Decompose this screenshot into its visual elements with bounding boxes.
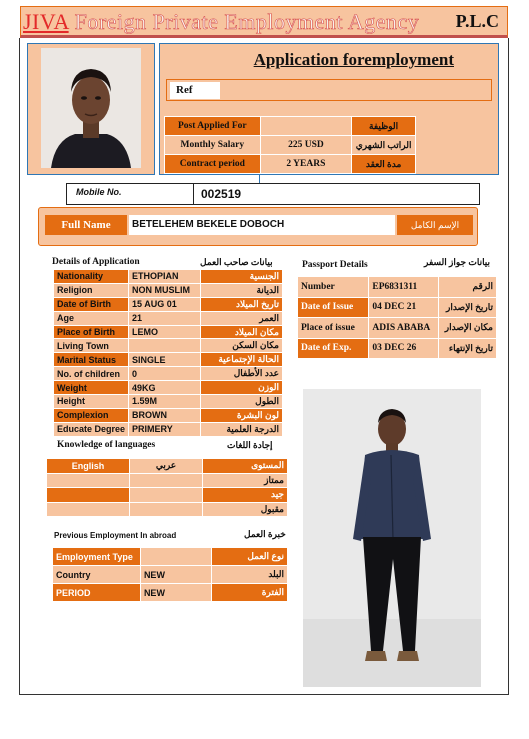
table-row: [53, 548, 288, 566]
detail-value: ETHOPIAN: [129, 270, 201, 284]
languages-table: [46, 458, 288, 517]
passport-arabic: تاريخ الإصدار: [439, 297, 497, 318]
lang-cell: [47, 502, 130, 517]
detail-label: Complexion: [54, 408, 129, 422]
table-row: [54, 367, 283, 381]
monthly-salary-label: Monthly Salary: [165, 136, 261, 155]
table-row: [54, 297, 283, 311]
contract-period-value: 2 YEARS: [260, 155, 352, 174]
contract-period-label: Contract period: [165, 155, 261, 174]
detail-arabic: تاريخ الميلاد: [201, 297, 283, 311]
passport-arabic: الرقم: [439, 277, 497, 298]
table-row: [54, 422, 283, 436]
post-applied-arabic: الوظيفة: [352, 117, 416, 136]
period-value: NEW: [140, 584, 211, 602]
employment-type-label: Employment Type: [53, 548, 141, 566]
detail-value: 21: [129, 311, 201, 325]
face-photo-frame: [27, 43, 155, 175]
table-row: [165, 155, 416, 174]
detail-arabic: لون البشرة: [201, 408, 283, 422]
details-table: [53, 269, 283, 437]
detail-arabic: مكان الميلاد: [201, 325, 283, 339]
mobile-row: [66, 183, 480, 205]
connector-line: [259, 175, 260, 183]
mobile-divider: [193, 184, 194, 204]
passport-heading-arabic: بيانات جواز السفر: [424, 257, 491, 267]
period-label: PERIOD: [53, 584, 141, 602]
passport-label: Number: [298, 277, 369, 298]
table-row: [54, 408, 283, 422]
detail-arabic: مكان السكن: [201, 339, 283, 353]
monthly-salary-value: 225 USD: [260, 136, 352, 155]
frame-bottom: [19, 694, 509, 695]
detail-label: Place of Birth: [54, 325, 129, 339]
detail-label: Religion: [54, 283, 129, 297]
application-title: Application foremployment: [253, 50, 454, 69]
table-row: [54, 270, 283, 284]
passport-value: 03 DEC 26: [369, 338, 439, 359]
detail-label: Educate Degree: [54, 422, 129, 436]
detail-label: Weight: [54, 381, 129, 395]
company-suffix: P.L.C: [455, 11, 499, 31]
detail-value: BROWN: [129, 408, 201, 422]
detail-value: 15 AUG 01: [129, 297, 201, 311]
ref-label: Ref: [170, 82, 220, 99]
full-name-label: Full Name: [45, 215, 127, 235]
detail-label: Height: [54, 395, 129, 409]
table-row: [54, 283, 283, 297]
table-row: [54, 325, 283, 339]
table-row: [298, 338, 497, 359]
frame-left: [19, 38, 20, 695]
table-row: [47, 473, 288, 488]
lang-cell: [130, 502, 203, 517]
lang-level-acceptable: مقبول: [202, 502, 287, 517]
detail-label: Age: [54, 311, 129, 325]
table-row: [298, 318, 497, 339]
post-applied-label: Post Applied For: [165, 117, 261, 136]
detail-value: NON MUSLIM: [129, 283, 201, 297]
employment-type-arabic: نوع العمل: [212, 548, 288, 566]
table-row: [53, 584, 288, 602]
table-row: [298, 297, 497, 318]
detail-label: No. of children: [54, 367, 129, 381]
detail-label: Living Town: [54, 339, 129, 353]
applicant-face-photo: [41, 48, 141, 168]
frame-right: [508, 38, 509, 695]
detail-value: LEMO: [129, 325, 201, 339]
passport-value: 04 DEC 21: [369, 297, 439, 318]
detail-arabic: الطول: [201, 395, 283, 409]
full-name-arabic: الإسم الكامل: [397, 215, 473, 235]
detail-label: Nationality: [54, 270, 129, 284]
detail-arabic: الدرجة العلمية: [201, 422, 283, 436]
passport-label: Date of Exp.: [298, 338, 369, 359]
agency-brand: JIVA: [23, 9, 69, 34]
detail-arabic: الجنسية: [201, 270, 283, 284]
mobile-value: 002519: [201, 187, 242, 201]
lang-level-excellent: ممتاز: [202, 473, 287, 488]
detail-value: SINGLE: [129, 353, 201, 367]
contract-period-arabic: مدة العقد: [352, 155, 416, 174]
detail-arabic: عدد الأطفال: [201, 367, 283, 381]
full-name-value: BETELEHEM BEKELE DOBOCH: [129, 215, 395, 235]
application-panel: [159, 43, 499, 175]
table-row: [298, 277, 497, 298]
table-row: [165, 136, 416, 155]
period-arabic: الفترة: [212, 584, 288, 602]
previous-heading-arabic: خبرة العمل: [244, 529, 286, 539]
detail-value: [129, 339, 201, 353]
table-row: [47, 502, 288, 517]
detail-value: PRIMERY: [129, 422, 201, 436]
lang-level-good: جيد: [202, 488, 287, 503]
application-table: [164, 116, 416, 174]
table-row: [47, 459, 288, 474]
previous-heading: Previous Employment In abroad: [54, 531, 177, 540]
post-applied-value: [260, 117, 352, 136]
passport-heading: Passport Details: [302, 260, 368, 270]
monthly-salary-arabic: الراتب الشهري: [352, 136, 416, 155]
details-heading: Details of Application: [52, 257, 140, 267]
country-label: Country: [53, 566, 141, 584]
lang-english-header: English: [47, 459, 130, 474]
languages-heading: Knowledge of languages: [57, 440, 156, 450]
country-arabic: البلد: [212, 566, 288, 584]
passport-label: Place of issue: [298, 318, 369, 339]
detail-arabic: الوزن: [201, 381, 283, 395]
applicant-full-body-photo: [303, 389, 481, 687]
passport-arabic: تاريخ الإنتهاء: [439, 338, 497, 359]
ref-bar: [166, 79, 492, 101]
table-row: [165, 117, 416, 136]
employment-type-value: [140, 548, 211, 566]
detail-value: 49KG: [129, 381, 201, 395]
passport-arabic: مكان الإصدار: [439, 318, 497, 339]
detail-arabic: الحالة الإجتماعية: [201, 353, 283, 367]
detail-arabic: الديانة: [201, 283, 283, 297]
previous-employment-table: [52, 547, 288, 602]
table-row: [53, 566, 288, 584]
lang-cell: [47, 473, 130, 488]
full-name-row: [38, 207, 478, 246]
table-row: [54, 353, 283, 367]
detail-label: Marital Status: [54, 353, 129, 367]
detail-label: Date of Birth: [54, 297, 129, 311]
agency-name: [23, 9, 419, 35]
country-value: NEW: [140, 566, 211, 584]
table-row: [54, 339, 283, 353]
detail-arabic: العمر: [201, 311, 283, 325]
details-heading-arabic: بيانات صاحب العمل: [200, 257, 273, 267]
lang-cell: [47, 488, 130, 503]
agency-header: [20, 6, 508, 38]
lang-level-header: المستوى: [202, 459, 287, 474]
agency-name-rest: Foreign Private Employment Agency: [68, 9, 420, 34]
passport-label: Date of Issue: [298, 297, 369, 318]
detail-value: 0: [129, 367, 201, 381]
passport-value: EP6831311: [369, 277, 439, 298]
table-row: [47, 488, 288, 503]
languages-heading-arabic: إجادة اللغات: [227, 440, 273, 450]
lang-cell: [130, 488, 203, 503]
lang-arabic-header: عربي: [130, 459, 203, 474]
mobile-label: Mobile No.: [76, 187, 122, 197]
table-row: [54, 395, 283, 409]
passport-value: ADIS ABABA: [369, 318, 439, 339]
detail-value: 1.59M: [129, 395, 201, 409]
passport-table: [297, 276, 497, 359]
lang-cell: [130, 473, 203, 488]
table-row: [54, 381, 283, 395]
table-row: [54, 311, 283, 325]
